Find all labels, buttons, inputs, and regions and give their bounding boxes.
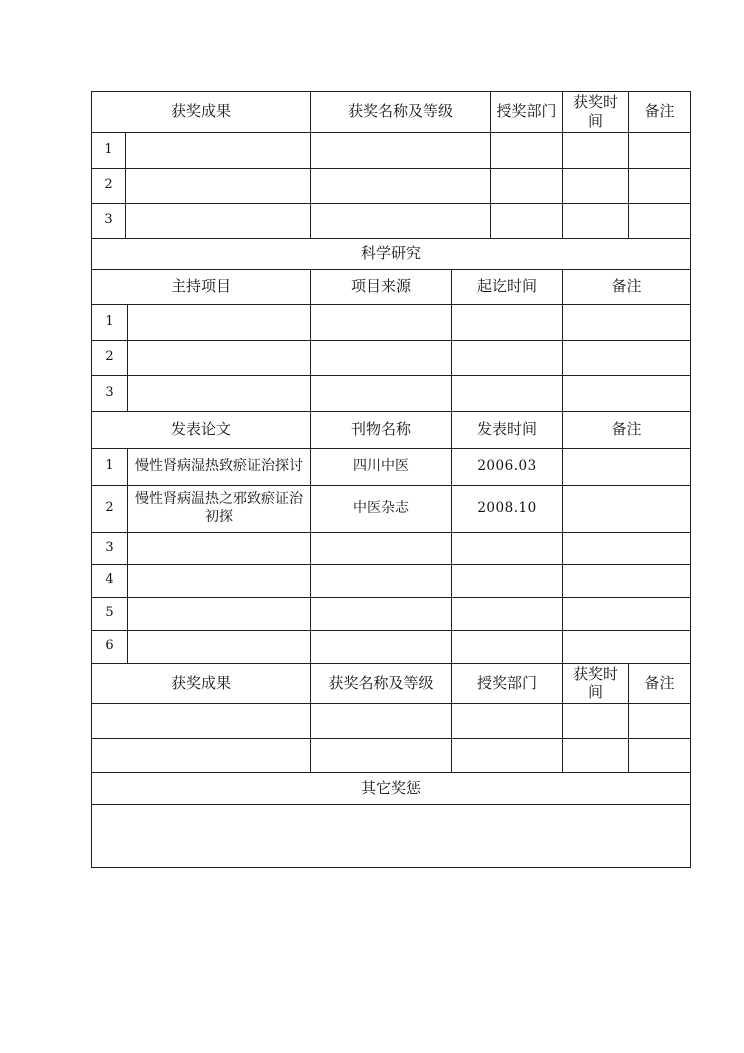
publish-date-cell: 2008.10 [452,485,563,532]
table-row [92,168,691,203]
row-number-cell: 5 [92,597,128,630]
table-row [92,532,691,564]
award-name-grade-cell [311,704,452,739]
paper-note-cell [563,597,691,630]
award-name-grade-cell [311,739,452,773]
award-department-cell [491,132,563,168]
table-row [92,448,691,485]
award-department-cell [452,739,563,773]
achievement-form [91,91,690,868]
paper-title-cell [128,564,311,597]
paper-note-cell [563,532,691,564]
table-row [92,340,691,375]
paper-title-cell [128,630,311,663]
table-row [92,597,691,630]
award-result-cell [92,704,311,739]
award-note-cell [629,203,691,238]
project-cell [128,304,311,340]
award-time-cell [563,704,629,739]
award-result-cell [92,739,311,773]
research-section-title: 科学研究 [92,238,691,269]
project-cell [128,340,311,375]
section-title-row [92,773,691,805]
row-number-cell: 2 [92,340,128,375]
project-source-cell [311,375,452,411]
table-row [92,203,691,238]
header-project: 主持项目 [92,269,311,304]
header-award-result: 获奖成果 [92,92,311,133]
header-award-result: 获奖成果 [92,663,311,704]
journal-cell: 中医杂志 [311,485,452,532]
other-rewards-content-row [92,805,691,868]
header-journal: 刊物名称 [311,411,452,448]
awards-bottom-table [91,663,691,774]
table-row [92,132,691,168]
award-department-cell [491,168,563,203]
row-number-cell: 1 [92,132,126,168]
project-period-cell [452,340,563,375]
row-number-cell: 4 [92,564,128,597]
project-source-cell [311,304,452,340]
award-note-cell [629,739,691,773]
award-name-grade-cell [311,168,491,203]
paper-title-cell [128,597,311,630]
row-number-cell: 1 [92,304,128,340]
paper-note-cell [563,448,691,485]
award-note-cell [629,132,691,168]
project-note-cell [563,375,691,411]
research-section-title-table [91,238,691,270]
table-row [92,485,691,532]
header-publish-time: 发表时间 [452,411,563,448]
table-row [92,304,691,340]
header-award-time: 获奖时间 [563,92,629,133]
award-note-cell [629,168,691,203]
award-department-cell [452,704,563,739]
awards-bottom-header-row [92,663,691,704]
research-header-row [92,269,691,304]
table-row [92,739,691,773]
project-cell [128,375,311,411]
award-time-cell [563,739,629,773]
awards-top-table [91,91,691,239]
award-result-cell [126,132,311,168]
publish-date-cell [452,532,563,564]
publish-date-cell [452,564,563,597]
project-source-cell [311,340,452,375]
header-project-note: 备注 [563,269,691,304]
header-award-time: 获奖时间 [563,663,629,704]
table-row [92,630,691,663]
paper-note-cell [563,564,691,597]
journal-cell [311,564,452,597]
award-result-cell [126,168,311,203]
table-row [92,375,691,411]
header-award-name-grade: 获奖名称及等级 [311,92,491,133]
award-name-grade-cell [311,203,491,238]
paper-note-cell [563,485,691,532]
award-department-cell [491,203,563,238]
header-project-source: 项目来源 [311,269,452,304]
publish-date-cell [452,630,563,663]
publish-date-cell: 2006.03 [452,448,563,485]
papers-table [91,411,691,664]
row-number-cell: 3 [92,532,128,564]
award-result-cell [126,203,311,238]
paper-title-cell [128,532,311,564]
journal-cell [311,597,452,630]
other-rewards-content-cell [92,805,691,868]
research-table [91,269,691,412]
table-row [92,564,691,597]
journal-cell: 四川中医 [311,448,452,485]
section-title-row [92,238,691,269]
project-period-cell [452,375,563,411]
row-number-cell: 6 [92,630,128,663]
award-note-cell [629,704,691,739]
journal-cell [311,630,452,663]
header-paper: 发表论文 [92,411,311,448]
award-time-cell [563,168,629,203]
papers-header-row [92,411,691,448]
other-rewards-table [91,772,691,868]
header-paper-note: 备注 [563,411,691,448]
header-award-department: 授奖部门 [452,663,563,704]
header-award-department: 授奖部门 [491,92,563,133]
project-note-cell [563,340,691,375]
row-number-cell: 3 [92,203,126,238]
header-award-note: 备注 [629,92,691,133]
table-row [92,704,691,739]
row-number-cell: 2 [92,168,126,203]
row-number-cell: 1 [92,448,128,485]
header-project-period: 起讫时间 [452,269,563,304]
row-number-cell: 3 [92,375,128,411]
project-note-cell [563,304,691,340]
award-time-cell [563,203,629,238]
row-number-cell: 2 [92,485,128,532]
paper-title-cell: 慢性肾病湿热致瘀证治探讨 [128,448,311,485]
publish-date-cell [452,597,563,630]
paper-title-cell: 慢性肾病温热之邪致瘀证治初探 [128,485,311,532]
paper-note-cell [563,630,691,663]
award-time-cell [563,132,629,168]
journal-cell [311,532,452,564]
award-name-grade-cell [311,132,491,168]
other-rewards-title: 其它奖惩 [92,773,691,805]
awards-top-header-row [92,92,691,133]
project-period-cell [452,304,563,340]
header-award-note: 备注 [629,663,691,704]
header-award-name-grade: 获奖名称及等级 [311,663,452,704]
